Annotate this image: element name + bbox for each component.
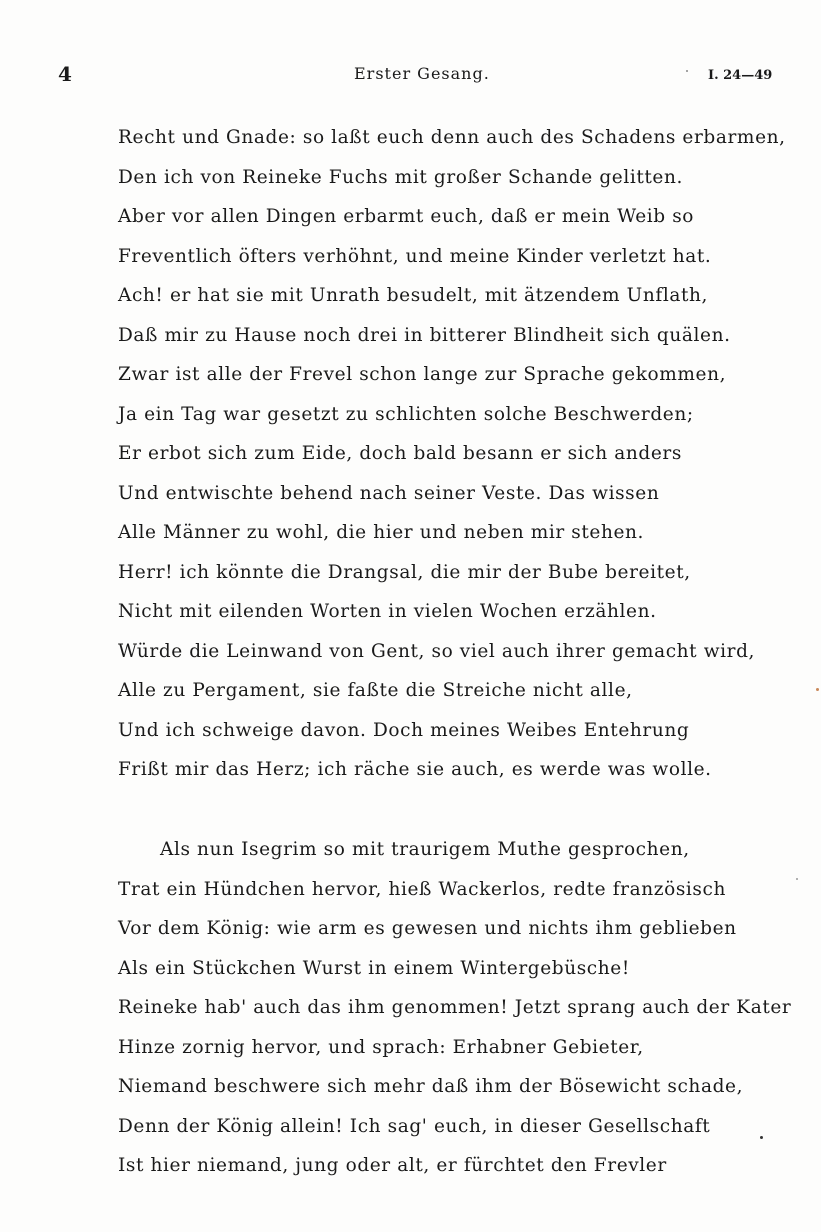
verse-line-indented: Als nun Isegrim so mit traurigem Muthe gesprochen, <box>160 839 690 860</box>
verse-line: Herr! ich könnte die Drangsal, die mir der Bube bereitet, <box>118 561 691 583</box>
verse-line: Nicht mit eilenden Worten in vielen Wochen erzählen. <box>118 601 657 622</box>
paper-speck <box>686 70 688 72</box>
verse-line: Den ich von Reineke Fuchs mit großer Schande gelitten. <box>118 166 683 188</box>
verse-line: Daß mir zu Hause noch drei in bitterer Blindheit sich quälen. <box>118 324 731 346</box>
verse-line: Zwar ist alle der Frevel schon lange zur Sprache gekommen, <box>118 364 727 385</box>
paper-speck <box>760 1136 763 1139</box>
verse-line: Ist hier niemand, jung oder alt, er fürchtet den Frevler <box>118 1155 667 1176</box>
verse-line: Recht und Gnade: so laßt euch denn auch des Schadens erbarmen, <box>118 127 786 148</box>
verse-line: Und ich schweige davon. Doch meines Weibes Entehrung <box>118 719 690 741</box>
verse-line: Freventlich öfters verhöhnt, und meine Kinder verletzt hat. <box>118 245 712 267</box>
verse-line: Aber vor allen Dingen erbarmt euch, daß er mein Weib so <box>118 206 695 227</box>
verse-line: Hinze zornig hervor, und sprach: Erhabner Gebieter, <box>118 1036 644 1058</box>
line-range: I. 24—49 <box>708 68 773 83</box>
verse-line: Trat ein Hündchen hervor, hieß Wackerlos, redte französisch <box>118 878 727 900</box>
page-number: 4 <box>58 62 72 86</box>
stanza-2 <box>118 830 792 1186</box>
paper-speck <box>816 688 819 691</box>
verse-line: Ach! er hat sie mit Unrath besudelt, mit ätzendem Unflath, <box>118 285 708 306</box>
verse-line: Ja ein Tag war gesetzt zu schlichten solche Beschwerden; <box>118 403 694 425</box>
verse-line: Vor dem König: wie arm es gewesen und nichts ihm geblieben <box>118 918 737 939</box>
verse-line: Würde die Leinwand von Gent, so viel auch ihrer gemacht wird, <box>118 640 756 662</box>
verse-line: Reineke hab' auch das ihm genommen! Jetzt sprang auch der Kater <box>118 997 792 1018</box>
verse-line: Alle zu Pergament, sie faßte die Streiche nicht alle, <box>118 680 633 701</box>
running-title: Erster Gesang. <box>354 64 490 83</box>
verse-line: Frißt mir das Herz; ich räche sie auch, es werde was wolle. <box>118 759 712 780</box>
verse-line: Niemand beschwere sich mehr daß ihm der Bösewicht schade, <box>118 1076 744 1097</box>
verse-line: Als ein Stückchen Wurst in einem Wintergebüsche! <box>118 957 630 979</box>
paper-speck <box>796 878 798 880</box>
verse-line: Er erbot sich zum Eide, doch bald besann er sich anders <box>118 443 682 464</box>
stanza-1 <box>118 118 786 790</box>
verse-line: Denn der König allein! Ich sag' euch, in dieser Gesellschaft <box>118 1115 711 1137</box>
verse-line: Und entwischte behend nach seiner Veste. Das wissen <box>118 482 660 504</box>
page-header <box>0 62 821 90</box>
verse-line: Alle Männer zu wohl, die hier und neben mir stehen. <box>118 522 645 543</box>
